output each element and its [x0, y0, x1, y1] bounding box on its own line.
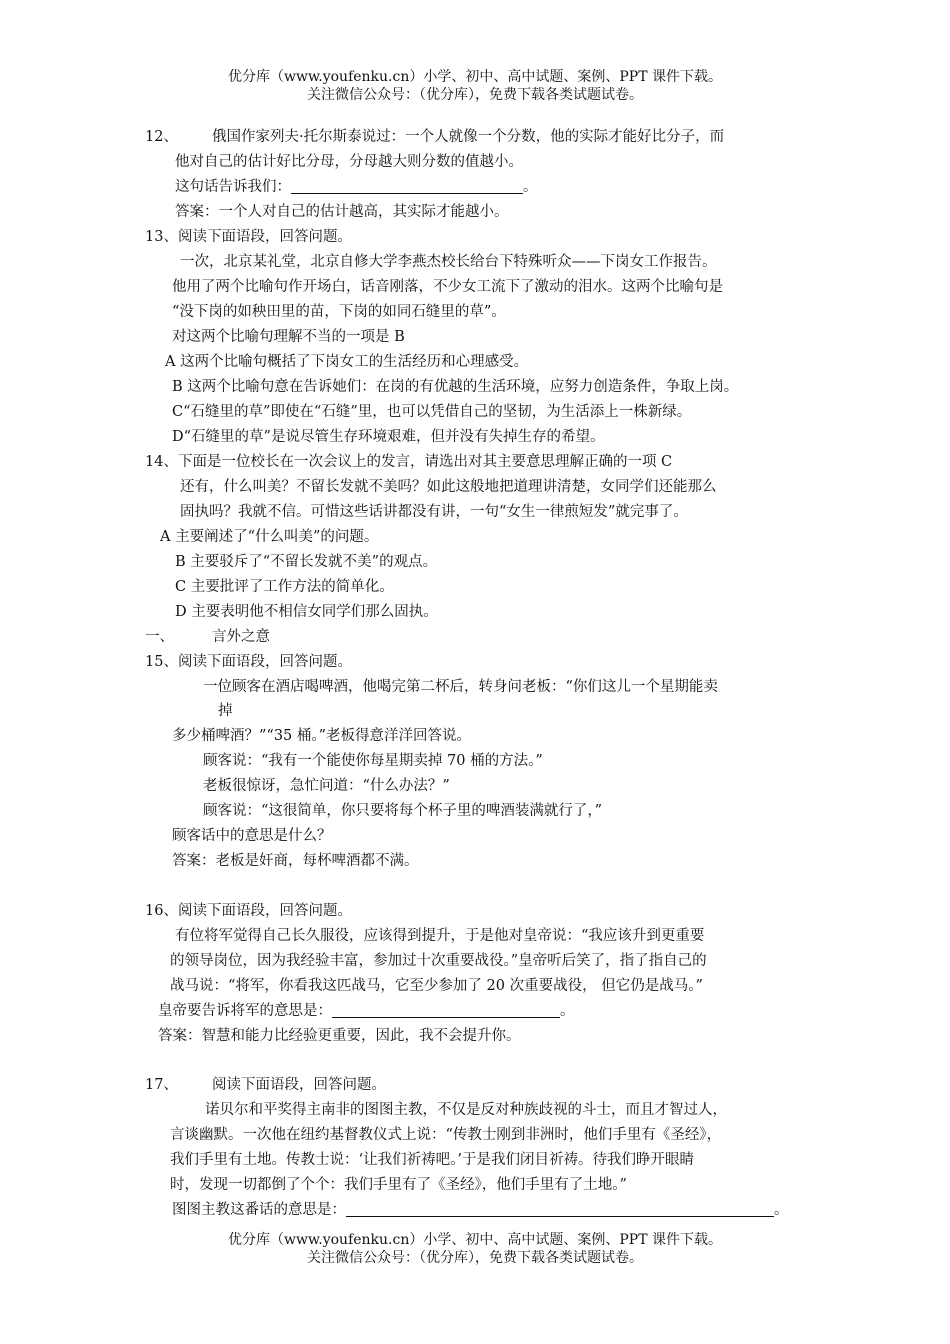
q16-passage-2: 的领导岗位，因为我经验丰富，参加过十次重要战役。”皇帝听后笑了，指了指自己的 — [170, 953, 707, 969]
q13-option-b: B 这两个比喻句意在告诉她们：在岗的有优越的生活环境，应努力创造条件，争取上岗。 — [172, 379, 739, 395]
q13-passage-1: 一次，北京某礼堂，北京自修大学李燕杰校长给台下特殊听众——下岗女工作报告。 — [180, 254, 717, 270]
q15-head: 15、阅读下面语段，回答问题。 — [145, 654, 352, 670]
q14-passage-1: 还有，什么叫美？不留长发就不美吗？如此这般地把道理讲清楚，女同学们还能那么 — [180, 479, 717, 495]
q13-passage-3: “没下岗的如秧田里的苗，下岗的如同石缝里的草”。 — [172, 304, 506, 320]
q16-prompt: 皇帝要告诉将军的意思是： — [158, 1003, 332, 1019]
q12-prompt-line — [175, 177, 538, 197]
q16-prompt-line — [158, 1001, 575, 1021]
q13-head: 13、阅读下面语段，回答问题。 — [145, 229, 352, 245]
q16-answer: 答案：智慧和能力比经验更重要，因此，我不会提升你。 — [158, 1028, 521, 1044]
q13-ask: 对这两个比喻句理解不当的一项是 B — [172, 329, 405, 345]
header-line-2: 关注微信公众号：（优分库），免费下载各类试题试卷。 — [307, 87, 643, 103]
q15-passage-3: 顾客说：“我有一个能使你每星期卖掉 70 桶的方法。” — [203, 753, 543, 769]
q14-option-a: A 主要阐述了“什么叫美”的问题。 — [160, 529, 379, 545]
q15-answer: 答案：老板是奸商，每杯啤酒都不满。 — [172, 853, 419, 869]
q13-option-a: A 这两个比喻句概括了下岗女工的生活经历和心理感受。 — [165, 354, 529, 370]
q17-answer-blank — [346, 1202, 774, 1217]
q17-prompt-line — [172, 1200, 789, 1220]
section-number: 一、 — [145, 629, 174, 645]
q15-passage-2: 多少桶啤酒？”“35 桶。”老板得意洋洋回答说。 — [172, 728, 472, 744]
q17-end: 。 — [774, 1202, 789, 1218]
q12-text-2: 他对自己的估计好比分母，分母越大则分数的值越小。 — [175, 154, 523, 170]
q14-head: 14、下面是一位校长在一次会议上的发言，请选出对其主要意思理解正确的一项 C — [145, 454, 673, 470]
q12-number: 12、 — [145, 129, 178, 145]
q16-passage-3: 战马说：“将军，你看我这匹战马，它至少参加了 20 次重要战役， 但它仍是战马。” — [170, 978, 703, 994]
q17-number: 17、 — [145, 1077, 178, 1093]
q13-option-c: C“石缝里的草”即使在“石缝”里，也可以凭借自己的坚韧，为生活添上一株新绿。 — [172, 404, 692, 420]
q17-head: 阅读下面语段，回答问题。 — [212, 1077, 386, 1093]
q16-passage-1: 有位将军觉得自己长久服役，应该得到提升，于是他对皇帝说：“我应该升到更重要 — [175, 928, 705, 944]
q14-passage-2: 固执吗？我就不信。可惜这些话讲都没有讲，一句“女生一律煎短发”就完事了。 — [180, 504, 688, 520]
q12-end: 。 — [523, 179, 538, 195]
q15-ask: 顾客话中的意思是什么？ — [172, 828, 332, 844]
q12-answer: 答案：一个人对自己的估计越高，其实际才能越小。 — [175, 204, 509, 220]
q16-head: 16、阅读下面语段，回答问题。 — [145, 903, 352, 919]
q15-passage-4: 老板很惊讶，急忙问道：“什么办法？” — [203, 778, 450, 794]
q12-prompt: 这句话告诉我们： — [175, 179, 291, 195]
q17-passage-4: 时，发现一切都倒了个个：我们手里有了《圣经》，他们手里有了土地。” — [170, 1177, 627, 1193]
q14-option-d: D 主要表明他不相信女同学们那么固执。 — [175, 604, 438, 620]
header-line-1: 优分库（www.youfenku.cn）小学、初中、高中试题、案例、PPT 课件下载。 — [227, 69, 722, 85]
section-title: 言外之意 — [212, 629, 270, 645]
q14-option-c: C 主要批评了工作方法的简单化。 — [175, 579, 394, 595]
q15-passage-1: 一位顾客在酒店喝啤酒，他喝完第二杯后，转身问老板：“你们这儿一个星期能卖 — [203, 679, 718, 695]
q13-option-d: D“石缝里的草”是说尽管生存环境艰难，但并没有失掉生存的希望。 — [172, 429, 605, 445]
q17-prompt: 图图主教这番话的意思是： — [172, 1202, 346, 1218]
q17-passage-3: 我们手里有土地。传教士说：‘让我们祈祷吧。’于是我们闭目祈祷。待我们睁开眼睛 — [170, 1152, 694, 1168]
q16-end: 。 — [560, 1003, 575, 1019]
q14-option-b: B 主要驳斥了“不留长发就不美”的观点。 — [175, 554, 438, 570]
q12-answer-blank — [291, 179, 523, 194]
footer-line-1: 优分库（www.youfenku.cn）小学、初中、高中试题、案例、PPT 课件下载。 — [227, 1232, 722, 1248]
footer-line-2: 关注微信公众号：（优分库），免费下载各类试题试卷。 — [307, 1250, 643, 1266]
q15-passage-5: 顾客说：“这很简单，你只要将每个杯子里的啤酒装满就行了，” — [203, 803, 603, 819]
q16-answer-blank — [332, 1003, 560, 1018]
q13-passage-2: 他用了两个比喻句作开场白，话音刚落，不少女工流下了激动的泪水。这两个比喻句是 — [172, 279, 723, 295]
q17-passage-1: 诺贝尔和平奖得主南非的图图主教，不仅是反对种族歧视的斗士，而且才智过人， — [205, 1102, 727, 1118]
q12-text-1: 俄国作家列夫·托尔斯泰说过：一个人就像一个分数，他的实际才能好比分子，而 — [212, 129, 725, 145]
q17-passage-2: 言谈幽默。一次他在纽约基督教仪式上说：“传教士刚到非洲时，他们手里有《圣经》， — [170, 1127, 722, 1143]
q15-passage-1b: 掉 — [218, 703, 233, 719]
